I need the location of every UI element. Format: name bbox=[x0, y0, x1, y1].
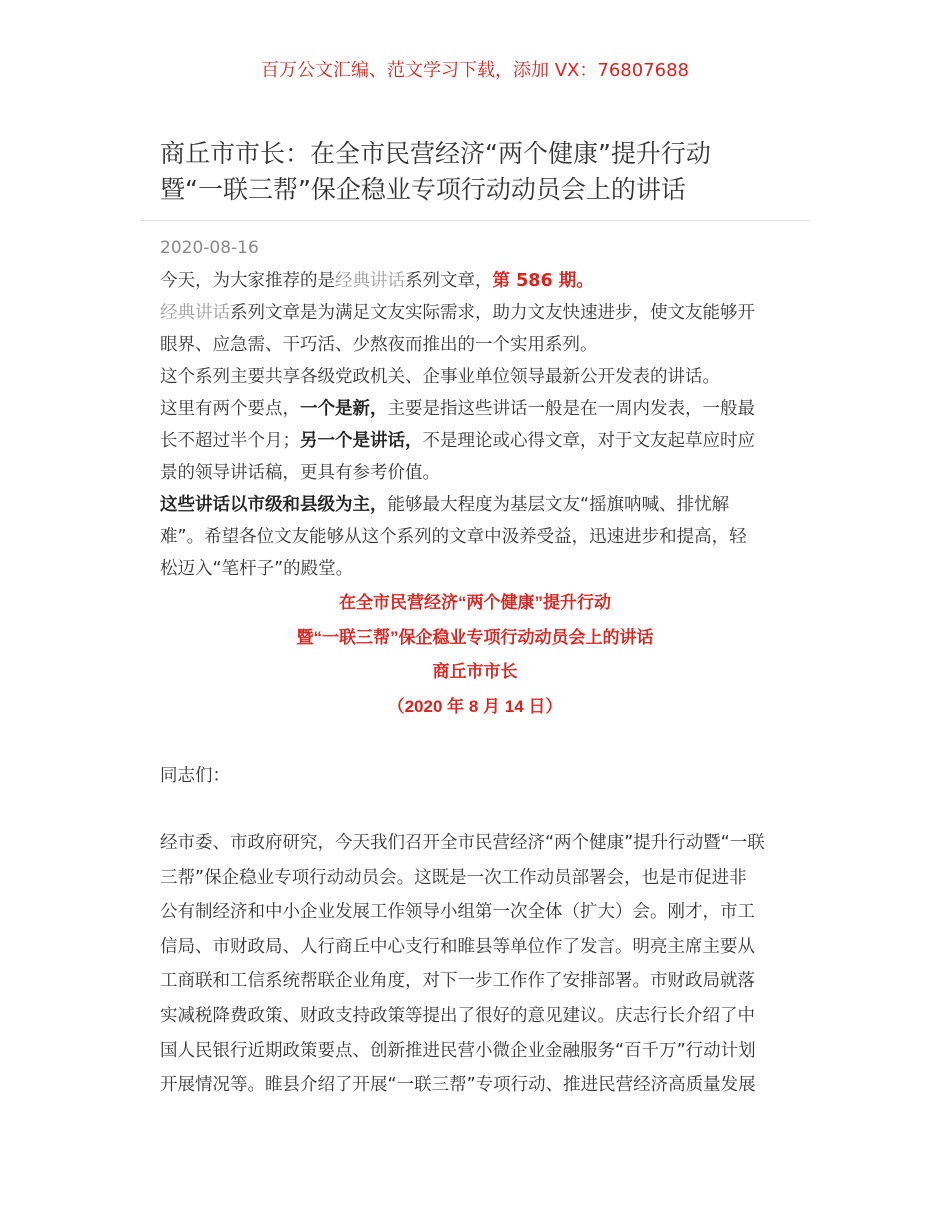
intro-section bbox=[160, 265, 800, 585]
publish-date: 2020-08-16 bbox=[160, 238, 259, 258]
series-name: 经典讲话 bbox=[160, 303, 230, 323]
text-segment: 不是理论或心得文章，对于文友起草应时应 bbox=[422, 431, 755, 451]
text-segment: 能够最大程度为基层文友“摇旗呐喊、排忧解 bbox=[387, 495, 730, 515]
intro-line bbox=[160, 553, 800, 585]
speech-body bbox=[160, 826, 800, 1103]
speech-heading-line: 在全市民营经济“两个健康”提升行动 bbox=[339, 593, 611, 612]
intro-line bbox=[160, 393, 800, 425]
body-line: 开展情况等。睢县介绍了开展“一联三帮”专项行动、推进民营经济高质量发展 bbox=[160, 1075, 756, 1096]
header-banner: 百万公文汇编、范文学习下载，添加 VX：76807688 bbox=[261, 60, 689, 81]
text-segment: 松迈入“笔杆子”的殿堂。 bbox=[160, 559, 354, 579]
title-line: 暨“一联三帮”保企稳业专项行动动员会上的讲话 bbox=[160, 175, 686, 204]
intro-line bbox=[160, 457, 800, 489]
intro-line bbox=[160, 489, 800, 521]
body-line: 信局、市财政局、人行商丘中心支行和睢县等单位作了发言。明亮主席主要从 bbox=[160, 936, 755, 957]
bold-text: 另一个是讲话， bbox=[300, 431, 423, 451]
issue-number: 第 586 期。 bbox=[492, 271, 594, 291]
speech-heading-line: 暨“一联三帮”保企稳业专项行动动员会上的讲话 bbox=[296, 627, 654, 647]
speech-heading bbox=[0, 588, 950, 726]
text-segment: 系列文章是为满足文友实际需求，助力文友快速进步，使文友能够开 bbox=[230, 303, 755, 323]
body-line: 工商联和工信系统帮联企业角度，对下一步工作作了安排部署。市财政局就落 bbox=[160, 971, 755, 992]
body-line: 三帮”保企稳业专项行动动员会。这既是一次工作动员部署会，也是市促进非 bbox=[160, 867, 747, 888]
text-segment: 系列文章， bbox=[405, 271, 493, 291]
text-segment: 景的领导讲话稿，更具有参考价值。 bbox=[160, 463, 440, 483]
text-segment: 这里有两个要点， bbox=[160, 399, 300, 419]
body-line: 经市委、市政府研究，今天我们召开全市民营经济“两个健康”提升行动暨“一联 bbox=[160, 833, 765, 853]
body-line: 国人民银行近期政策要点、创新推进民营小微企业金融服务“百千万”行动计划 bbox=[160, 1040, 756, 1061]
intro-line bbox=[160, 297, 800, 329]
text-segment: 这个系列主要共享各级党政机关、企事业单位领导最新公开发表的讲话。 bbox=[160, 367, 720, 387]
greeting: 同志们： bbox=[160, 766, 230, 786]
speech-speaker: 商丘市市长 bbox=[432, 662, 518, 681]
body-line: 实减税降费政策、财政支持政策等提出了很好的意见建议。庆志行长介绍了中 bbox=[160, 1005, 755, 1026]
text-segment: 眼界、应急需、干巧活、少熬夜而推出的一个实用系列。 bbox=[160, 335, 598, 355]
text-segment: 长不超过半个月； bbox=[160, 431, 300, 451]
text-segment: 主要是指这些讲话一般是在一周内发表，一般最 bbox=[387, 399, 755, 419]
intro-line bbox=[160, 329, 800, 361]
body-line: 公有制经济和中小企业发展工作领导小组第一次全体（扩大）会。刚才，市工 bbox=[160, 902, 755, 923]
speech-date: （2020 年 8 月 14 日） bbox=[387, 696, 563, 716]
text-segment: 今天，为大家推荐的是 bbox=[160, 271, 335, 291]
intro-line bbox=[160, 361, 800, 393]
title-line: 商丘市市长：在全市民营经济“两个健康”提升行动 bbox=[160, 139, 711, 168]
intro-line bbox=[160, 265, 800, 297]
intro-line bbox=[160, 521, 800, 553]
bold-text: 一个是新， bbox=[300, 399, 388, 419]
series-name: 经典讲话 bbox=[335, 271, 405, 291]
intro-line bbox=[160, 425, 800, 457]
divider bbox=[140, 220, 810, 221]
article-title bbox=[160, 136, 800, 208]
bold-text: 这些讲话以市级和县级为主， bbox=[160, 495, 388, 515]
text-segment: 难”。希望各位文友能够从这个系列的文章中汲养受益，迅速进步和提高，轻 bbox=[160, 527, 747, 547]
